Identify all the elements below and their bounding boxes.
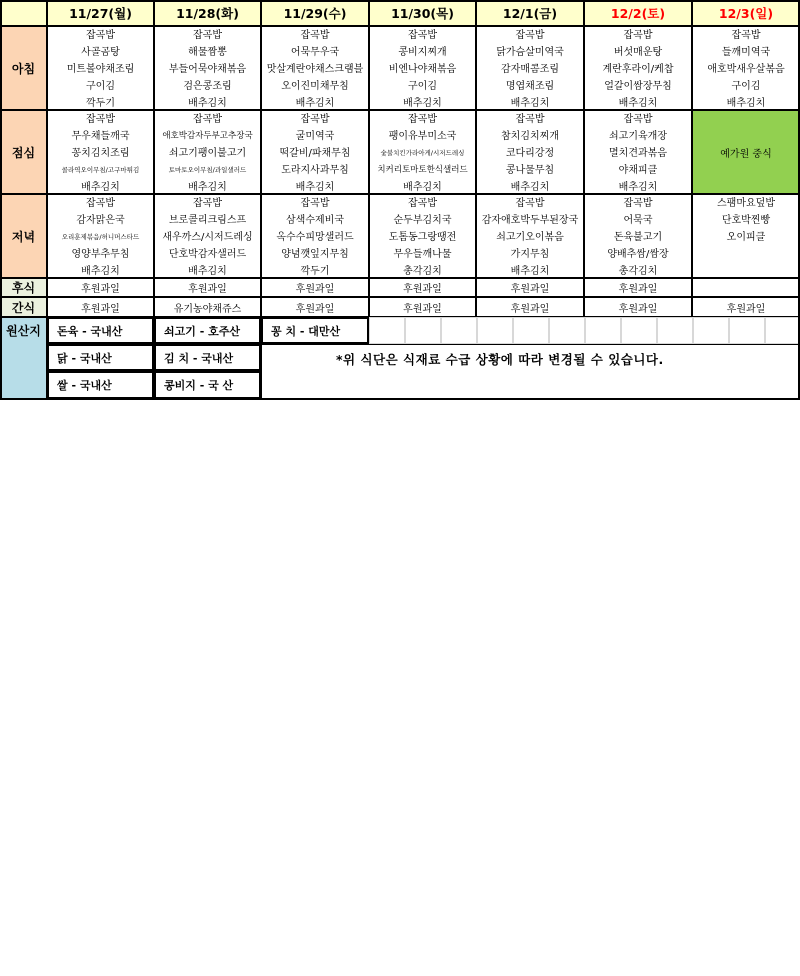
breakfast-menu-item: 배추김치 — [726, 98, 766, 109]
dinner-menu-item: 단호박찐빵 — [721, 215, 771, 226]
breakfast-menu-item: 잡곡밥 — [86, 30, 115, 41]
lunch-menu-item: 잡곡밥 — [408, 114, 437, 125]
day-header-1: 11/27(월) — [47, 0, 154, 26]
lunch-menu-item: 배추김치 — [403, 182, 442, 193]
breakfast-menu-item: 잡곡밥 — [300, 30, 330, 41]
lunch-menu-item: 팽이유부미소국 — [388, 131, 457, 142]
dinner-menu-item: 깍두기 — [300, 266, 330, 277]
origin-bean-curd: 콩비지 - 국 산 — [154, 371, 261, 399]
lunch-menu-item: 잡곡밥 — [193, 114, 222, 125]
breakfast-menu-item: 맛살계란야채스크램블 — [266, 64, 364, 75]
breakfast-menu-item: 들깨미역국 — [721, 47, 771, 58]
dinner-menu-item: 오이피클 — [726, 232, 766, 243]
breakfast-menu-item: 구이김 — [731, 81, 761, 92]
dinner-menu-item: 잡곡밥 — [300, 198, 330, 209]
dinner-menu-item: 스팸마요덮밥 — [717, 198, 775, 209]
lunch-menu-item: 잡곡밥 — [515, 114, 545, 125]
lunch-menu-item: 배추김치 — [188, 182, 227, 193]
breakfast-menu-item: 오이진미채무침 — [281, 81, 349, 92]
lunch-menu-item: 배추김치 — [510, 182, 550, 193]
origin-pork: 돈육 - 국내산 — [47, 317, 154, 344]
snack-day-4: 후원과일 — [369, 297, 476, 317]
lunch-menu-item: 숯불치킨가라아게/시저드레싱 — [380, 149, 465, 157]
breakfast-menu-item: 배추김치 — [510, 98, 550, 109]
lunch-menu-item: 배추김치 — [295, 182, 335, 193]
dessert-day-5: 후원과일 — [476, 278, 584, 297]
snack-day-2: 유기농야채쥬스 — [154, 297, 261, 317]
dinner-menu-item: 감자맑은국 — [76, 215, 125, 226]
dinner-label: 저녁 — [0, 194, 47, 278]
breakfast-menu-item: 부들어묵야채볶음 — [168, 64, 247, 75]
breakfast-menu-item: 닭가슴살미역국 — [496, 47, 564, 58]
origin-beef: 쇠고기 - 호주산 — [154, 317, 261, 344]
breakfast-menu-item: 명엽채조림 — [505, 81, 555, 92]
lunch-menu-item: 잡곡밥 — [86, 114, 115, 125]
lunch-menu-item: 잡곡밥 — [300, 114, 330, 125]
meal-plan-table — [0, 0, 800, 400]
origin-kimchi: 김 치 - 국내산 — [154, 344, 261, 371]
lunch-menu-item: 코다리강정 — [505, 148, 555, 159]
origin-rice: 쌀 - 국내산 — [47, 371, 154, 399]
breakfast-menu-item: 얼갈이쌈장무침 — [604, 81, 672, 92]
breakfast-menu-item: 잡곡밥 — [623, 30, 653, 41]
lunch-special-day-7: 예가원 중식 — [692, 110, 800, 194]
dessert-day-2: 후원과일 — [154, 278, 261, 297]
lunch-menu-item: 쇠고기팽이불고기 — [168, 148, 247, 159]
day-header-3: 11/29(수) — [261, 0, 369, 26]
dessert-label: 후식 — [0, 278, 47, 297]
dinner-menu-item: 양배추쌈/쌈장 — [607, 249, 669, 260]
breakfast-menu-item: 해물짬뽕 — [188, 47, 227, 58]
lunch-menu-item: 콩나물무침 — [505, 165, 555, 176]
breakfast-menu-item: 구이김 — [408, 81, 437, 92]
snack-day-6: 후원과일 — [584, 297, 692, 317]
dinner-menu-item: 쇠고기오이볶음 — [496, 232, 564, 243]
dinner-menu-item: 어묵국 — [623, 215, 653, 226]
dessert-day-6: 후원과일 — [584, 278, 692, 297]
dinner-menu-item: 새우까스/시저드레싱 — [162, 232, 253, 243]
dinner-menu-item: 삼색수제비국 — [286, 215, 344, 226]
dinner-menu-item: 옥수수피망샐러드 — [276, 232, 354, 243]
dinner-menu-item: 잡곡밥 — [86, 198, 115, 209]
lunch-menu-item: 무우채들깨국 — [71, 131, 130, 142]
dinner-menu-item: 브로콜리크림스프 — [168, 215, 247, 226]
lunch-menu-item: 배추김치 — [618, 182, 658, 193]
dinner-menu-item: 잡곡밥 — [193, 198, 222, 209]
breakfast-menu-item: 잡곡밥 — [408, 30, 437, 41]
day-header-6: 12/2(토) — [584, 0, 692, 26]
dinner-menu-item: 배추김치 — [188, 266, 227, 277]
dinner-menu-item: 잡곡밥 — [408, 198, 437, 209]
day-header-5: 12/1(금) — [476, 0, 584, 26]
day-header-7: 12/3(일) — [692, 0, 800, 26]
breakfast-menu-item: 애호박새우살볶음 — [707, 64, 785, 75]
breakfast-menu-item: 어묵무우국 — [290, 47, 340, 58]
snack-day-3: 후원과일 — [261, 297, 369, 317]
dessert-day-1: 후원과일 — [47, 278, 154, 297]
dinner-menu-item: 총각김치 — [403, 266, 442, 277]
breakfast-menu-item: 검은콩조림 — [183, 81, 232, 92]
breakfast-menu-item: 콩비지찌개 — [398, 47, 447, 58]
dinner-menu-item: 순두부김치국 — [393, 215, 452, 226]
dinner-menu-item: 감자애호박두부된장국 — [481, 215, 579, 226]
dinner-menu-item: 잡곡밥 — [623, 198, 653, 209]
table-border — [0, 0, 800, 400]
dinner-menu-item: 잡곡밥 — [515, 198, 545, 209]
dinner-menu-item: 오리훈제볶음/허니머스타드 — [61, 233, 140, 241]
dinner-menu-item: 무우들깨나물 — [393, 249, 452, 260]
dinner-menu-item: 가지무침 — [510, 249, 550, 260]
breakfast-menu-item: 감자매콤조림 — [501, 64, 559, 75]
breakfast-menu-item: 버섯매운탕 — [613, 47, 663, 58]
breakfast-menu-item: 배추김치 — [188, 98, 227, 109]
lunch-menu-item: 야채피클 — [618, 165, 658, 176]
dinner-menu-item: 도톰동그랑땡전 — [388, 232, 457, 243]
breakfast-menu-item: 배추김치 — [295, 98, 335, 109]
breakfast-menu-item: 배추김치 — [618, 98, 658, 109]
lunch-menu-item: 떡갈비/파채무침 — [279, 148, 351, 159]
lunch-menu-item: 꽁치김치조림 — [71, 148, 130, 159]
lunch-menu-item: 잡곡밥 — [623, 114, 653, 125]
lunch-menu-item: 콜라역오이무침/고구마튀김 — [61, 166, 140, 174]
lunch-menu-item: 참치김치찌개 — [501, 131, 559, 142]
breakfast-menu-item: 배추김치 — [403, 98, 442, 109]
day-header-2: 11/28(화) — [154, 0, 261, 26]
dinner-menu-item: 배추김치 — [510, 266, 550, 277]
dessert-day-3: 후원과일 — [261, 278, 369, 297]
day-header-4: 11/30(목) — [369, 0, 476, 26]
lunch-menu-item: 도라지사과무침 — [281, 165, 349, 176]
dinner-menu-item: 단호박감자샐러드 — [168, 249, 247, 260]
breakfast-menu-item: 계란후라이/케찹 — [602, 64, 674, 75]
notice-text: *위 식단은 식재료 수급 상황에 따라 변경될 수 있습니다. — [336, 352, 664, 367]
origin-label: 원산지 — [0, 317, 47, 399]
dessert-day-4: 후원과일 — [369, 278, 476, 297]
breakfast-menu-item: 미트볼야채조림 — [66, 64, 135, 75]
origin-chicken: 닭 - 국내산 — [47, 344, 154, 371]
dinner-menu-item: 양념깻잎지무침 — [281, 249, 349, 260]
lunch-menu-item: 치커리토마토한식샐러드 — [377, 165, 468, 175]
lunch-label: 점심 — [0, 110, 47, 194]
snack-day-1: 후원과일 — [47, 297, 154, 317]
breakfast-menu-item: 깍두기 — [86, 98, 115, 109]
breakfast-menu-item: 구이김 — [86, 81, 115, 92]
lunch-menu-item: 토마토오이무침/과일샐러드 — [168, 166, 247, 174]
snack-day-5: 후원과일 — [476, 297, 584, 317]
lunch-menu-item: 멸치견과볶음 — [609, 148, 667, 159]
breakfast-label: 아침 — [0, 26, 47, 110]
breakfast-menu-item: 비엔나야채볶음 — [388, 64, 457, 75]
dinner-menu-item: 배추김치 — [81, 266, 120, 277]
lunch-menu-item: 배추김치 — [81, 182, 120, 193]
origin-saury: 꽁 치 - 대만산 — [261, 317, 369, 344]
snack-day-7: 후원과일 — [692, 297, 800, 317]
breakfast-menu-item: 사골곰탕 — [81, 47, 120, 58]
dinner-menu-item: 영양부추무침 — [71, 249, 130, 260]
breakfast-menu-item: 잡곡밥 — [731, 30, 761, 41]
lunch-menu-item: 애호박감자두부고추장국 — [162, 131, 253, 141]
breakfast-menu-item: 잡곡밥 — [515, 30, 545, 41]
breakfast-menu-item: 잡곡밥 — [193, 30, 222, 41]
dinner-menu-item: 돈육불고기 — [613, 232, 663, 243]
snack-label: 간식 — [0, 297, 47, 317]
lunch-menu-item: 쇠고기육개장 — [609, 131, 667, 142]
lunch-menu-item: 굴미역국 — [295, 131, 335, 142]
dinner-menu-item: 총각김치 — [618, 266, 658, 277]
